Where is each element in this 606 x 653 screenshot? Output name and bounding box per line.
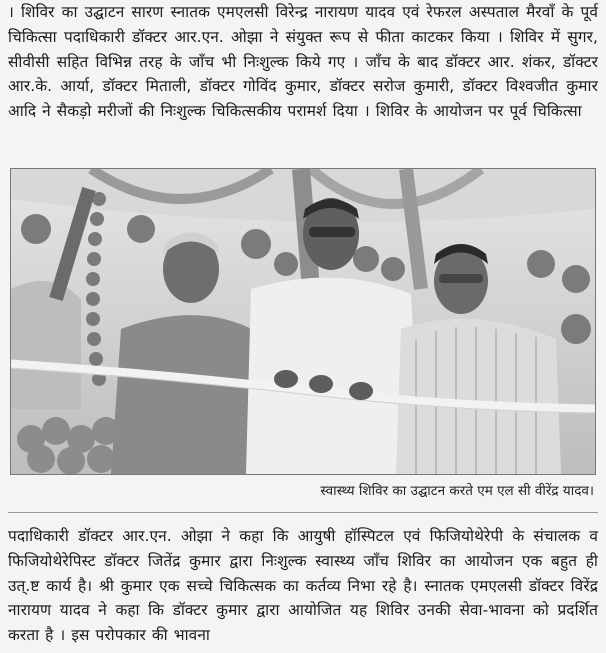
- article-paragraph-bottom: पदाधिकारी डॉक्टर आर.एन. ओझा ने कहा कि आयुषी हॉस्पिटल एवं फिजियोथेरेपी के संचालक व फिजियोथेरेपिस्ट डॉक्टर जितेंद्र कुमार द्वारा निःशुल्क स्वास्थ्य जाँच शिविर का आयोजन एक बहुत ही उत्.ष्ट कार्य है। श्री कुमार एक सच्चे चिकित्सक का कर्तव्य निभा रहे है। स्नातक एमएलसी डॉक्टर विरेंद्र नारायण यादव ने कहा कि डॉक्टर कुमार द्वारा आयोजित यह शिविर उनकी सेवा-भावना को प्रदर्शित करता है । इस परोपकार की भावना: [8, 527, 598, 645]
- divider: [8, 512, 598, 513]
- photo-caption: स्वास्थ्य शिविर का उद्घाटन करते एम एल सी वीरेंद्र यादव।: [320, 483, 594, 499]
- ribbon-cutting-photo: [10, 168, 596, 475]
- article-paragraph-top: । शिविर का उद्घाटन सारण स्नातक एमएलसी विरेन्द्र नारायण यादव एवं रेफरल अस्पताल मैरवाँ के पूर्व चिकित्सा पदाधिकारी डॉक्टर आर.एन. ओझा ने संयुक्त रूप से फीता काटकर किया । शिविर में सुगर, सीवीसी सहित विभिन्न तरह के जाँच भी निःशुल्क किये गए । जाँच के बाद डॉक्टर आर. शंकर, डॉक्टर आर.के. आर्या, डॉक्टर मिताली, डॉक्टर गोविंद कुमार, डॉक्टर सरोज कुमारी, डॉक्टर विश्वजीत कुमार आदि ने सैकड़ो मरीजों की निःशुल्क चिकित्सकीय परामर्श दिया । शिविर के आयोजन पर पूर्व चिकित्सा: [8, 3, 598, 121]
